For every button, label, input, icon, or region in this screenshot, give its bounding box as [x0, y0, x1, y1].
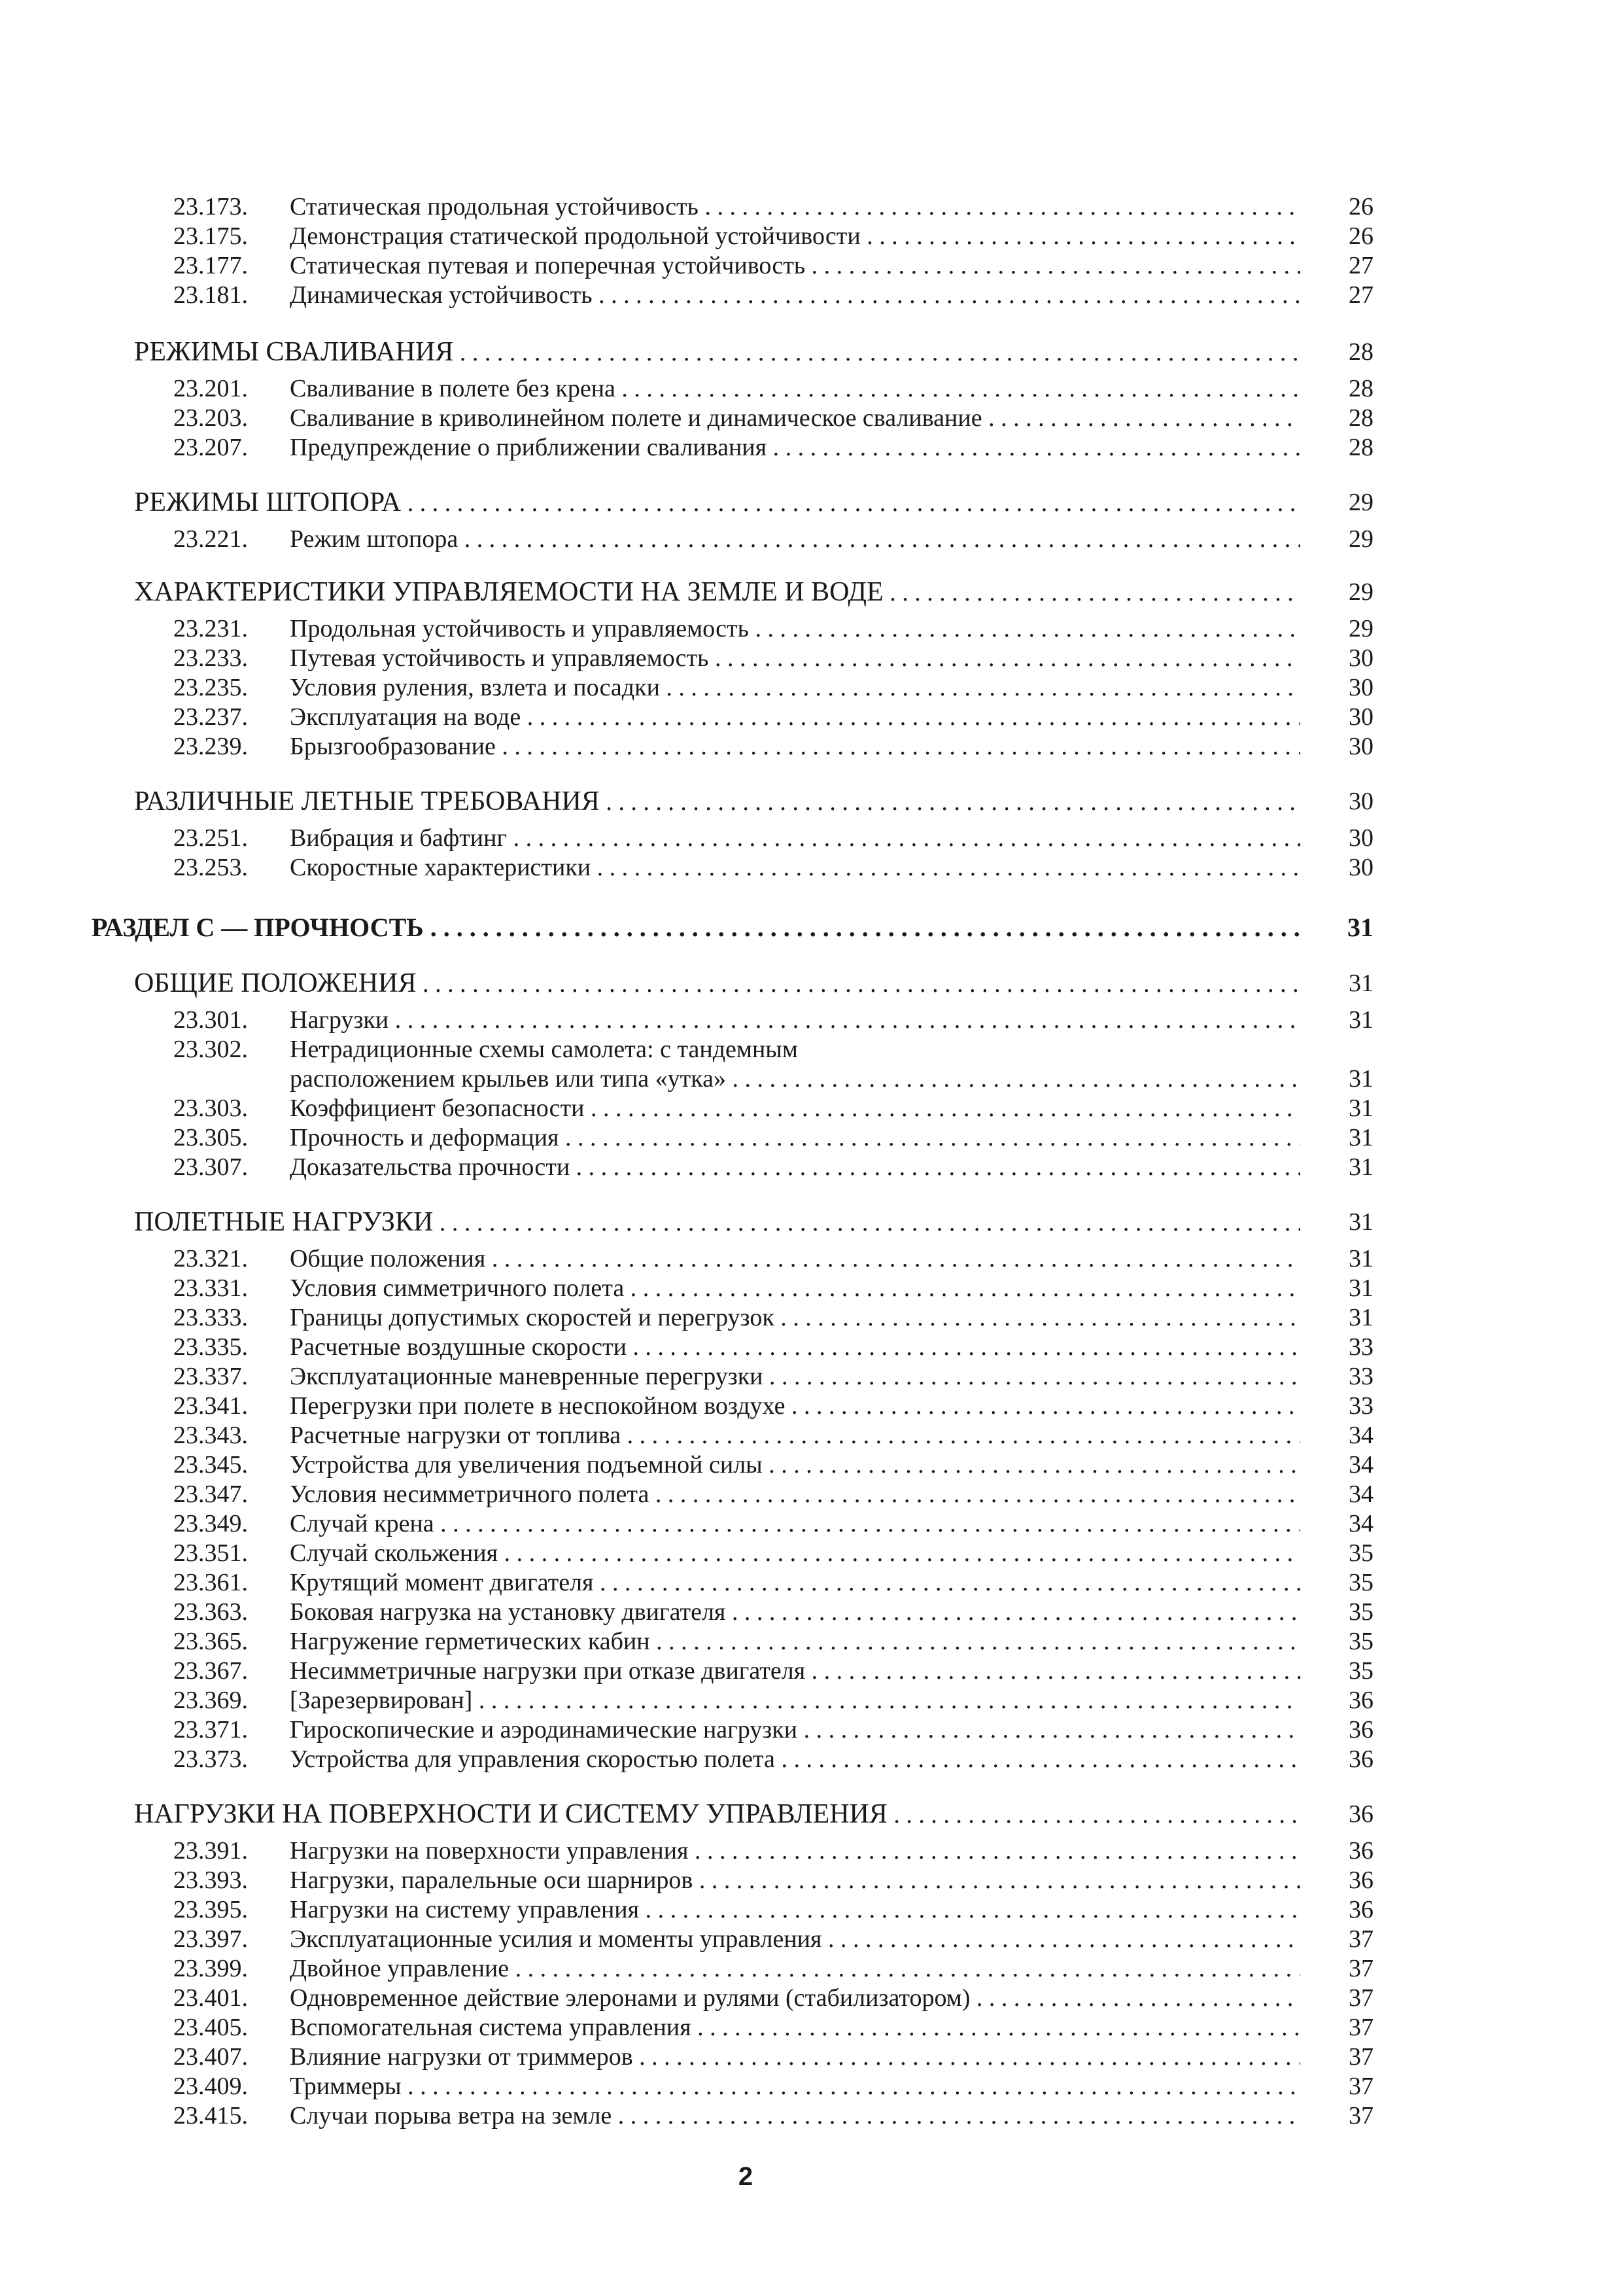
toc-page-number: 34	[1349, 1451, 1373, 1479]
toc-group-heading	[0, 1796, 1624, 1832]
toc-entry	[0, 1743, 1624, 1775]
toc-page-number: 34	[1349, 1480, 1373, 1508]
toc-entry-title: Нагружение герметических кабин . . .	[290, 1626, 1300, 1657]
toc-entry	[0, 1151, 1624, 1183]
toc-entry	[0, 1953, 1624, 1984]
toc-entry	[0, 1626, 1624, 1657]
toc-entry-title: Эксплуатация на воде . . .	[290, 701, 1300, 733]
toc-page-number: 33	[1349, 1333, 1373, 1361]
toc-entry-title: Нагрузки на систему управления . . .	[290, 1894, 1300, 1925]
toc-page-number: 35	[1349, 1539, 1373, 1567]
toc-entry	[0, 1865, 1624, 1896]
toc-page-number: 26	[1349, 193, 1373, 220]
toc-page-number: 31	[1349, 1274, 1373, 1302]
toc-entry	[0, 1449, 1624, 1480]
toc-entry-title: Режим штопора . . .	[290, 523, 1300, 555]
toc-entry-number: 23.231.	[173, 615, 248, 642]
toc-page-number: 34	[1349, 1422, 1373, 1449]
toc-entry-number: 23.371.	[173, 1716, 248, 1743]
toc-entry-title: Расчетные нагрузки от топлива . . .	[290, 1420, 1300, 1451]
toc-entry-number: 23.301.	[173, 1006, 248, 1034]
toc-entry-number: 23.341.	[173, 1392, 248, 1420]
toc-entry-title: [Зарезервирован] . . .	[290, 1685, 1300, 1716]
toc-entry-title: Нагрузки . . .	[290, 1004, 1300, 1036]
toc-page-number: 31	[1349, 1304, 1373, 1331]
toc-entry	[0, 1567, 1624, 1598]
toc-entry-number: 23.333.	[173, 1304, 248, 1331]
toc-entry-title: Продольная устойчивость и управляемость . . .	[290, 613, 1300, 644]
toc-entry	[0, 402, 1624, 434]
toc-group-title: РАЗЛИЧНЫЕ ЛЕТНЫЕ ТРЕБОВАНИЯ . . .	[134, 783, 1300, 820]
toc-group-title: ПОЛЕТНЫЕ НАГРУЗКИ . . .	[134, 1204, 1300, 1240]
toc-entry	[0, 1420, 1624, 1451]
toc-entry-number: 23.305.	[173, 1124, 248, 1151]
toc-entry-number: 23.173.	[173, 193, 248, 220]
toc-entry	[0, 852, 1624, 883]
toc-entry	[0, 1004, 1624, 1036]
toc-page-number: 37	[1349, 2073, 1373, 2100]
toc-page-number: 30	[1349, 824, 1373, 852]
toc-page-number: 34	[1349, 1510, 1373, 1537]
toc-entry-number: 23.239.	[173, 733, 248, 760]
toc-page-number: 28	[1349, 404, 1373, 432]
toc-entry-title: Перегрузки при полете в неспокойном воздухе . . .	[290, 1390, 1300, 1422]
toc-page-number: 37	[1349, 2043, 1373, 2071]
toc-entry	[0, 1685, 1624, 1716]
toc-entry-title: Путевая устойчивость и управляемость . . .	[290, 642, 1300, 674]
toc-entry-title: Несимметричные нагрузки при отказе двигателя . . .	[290, 1655, 1300, 1687]
toc-entry	[0, 1063, 1624, 1095]
toc-entry-number: 23.369.	[173, 1687, 248, 1714]
toc-entry	[0, 701, 1624, 733]
toc-entry-title: Устройства для управления скоростью полета . . .	[290, 1743, 1300, 1775]
toc-page-number: 37	[1349, 1955, 1373, 1982]
toc-entry-number: 23.409.	[173, 2073, 248, 2100]
toc-entry-number: 23.363.	[173, 1598, 248, 1626]
toc-page-number: 30	[1349, 644, 1373, 672]
toc-page-number: 31	[1349, 970, 1373, 997]
toc-entry-number: 23.175.	[173, 222, 248, 250]
toc-entry-title: Условия руления, взлета и посадки . . .	[290, 672, 1300, 703]
toc-group-heading	[0, 965, 1624, 1002]
toc-entry-number: 23.207.	[173, 434, 248, 461]
toc-entry-number: 23.331.	[173, 1274, 248, 1302]
toc-entry-number: 23.405.	[173, 2014, 248, 2041]
toc-page-number: 31	[1349, 1124, 1373, 1151]
toc-entry-title: расположением крыльев или типа «утка» . . .	[290, 1063, 1300, 1095]
toc-entry-title: Коэффициент безопасности . . .	[290, 1093, 1300, 1124]
toc-page-number: 35	[1349, 1598, 1373, 1626]
toc-entry-number: 23.407.	[173, 2043, 248, 2071]
toc-page-number: 29	[1349, 489, 1373, 516]
toc-group-heading	[0, 1204, 1624, 1240]
toc-entry-title: Вспомогательная система управления . . .	[290, 2012, 1300, 2043]
toc-page-number: 28	[1349, 338, 1373, 366]
toc-page-number: 28	[1349, 434, 1373, 461]
toc-entry	[0, 250, 1624, 281]
toc-entry-number: 23.395.	[173, 1896, 248, 1923]
page-number: 2	[738, 2162, 753, 2191]
toc-entry	[0, 1655, 1624, 1687]
toc-entry	[0, 613, 1624, 644]
toc-entry-number: 23.349.	[173, 1510, 248, 1537]
toc-page-number: 31	[1349, 1006, 1373, 1034]
toc-entry	[0, 1302, 1624, 1333]
toc-page-number: 30	[1349, 703, 1373, 731]
toc-entry	[0, 1835, 1624, 1866]
toc-page-number: 26	[1349, 222, 1373, 250]
toc-entry-title: Случай крена . . .	[290, 1508, 1300, 1539]
toc-entry	[0, 1361, 1624, 1392]
toc-page-number: 33	[1349, 1363, 1373, 1390]
toc-entry	[0, 642, 1624, 674]
toc-page-number: 31	[1347, 913, 1373, 942]
toc-entry	[0, 191, 1624, 222]
toc-entry-number: 23.391.	[173, 1837, 248, 1865]
toc-entry-number: 23.335.	[173, 1333, 248, 1361]
toc-entry-number: 23.361.	[173, 1569, 248, 1596]
toc-group-title: РЕЖИМЫ ШТОПОРА . . .	[134, 484, 1300, 521]
toc-entry-title: Гироскопические и аэродинамические нагрузки . . .	[290, 1714, 1300, 1745]
toc-group-title: РЕЖИМЫ СВАЛИВАНИЯ . . .	[134, 334, 1300, 370]
toc-entry	[0, 1596, 1624, 1628]
toc-page-number: 27	[1349, 252, 1373, 279]
toc-entry	[0, 1479, 1624, 1510]
toc-page-number: 36	[1349, 1745, 1373, 1773]
toc-entry-number: 23.203.	[173, 404, 248, 432]
toc-group-title: НАГРУЗКИ НА ПОВЕРХНОСТИ И СИСТЕМУ УПРАВЛЕНИЯ . . .	[134, 1796, 1300, 1832]
toc-entry	[0, 1122, 1624, 1153]
toc-entry-title: Демонстрация статической продольной устойчивости . . .	[290, 220, 1300, 252]
toc-entry	[0, 731, 1624, 762]
toc-entry-number: 23.251.	[173, 824, 248, 852]
toc-entry	[0, 432, 1624, 463]
toc-entry-number: 23.181.	[173, 281, 248, 309]
toc-entry-number: 23.253.	[173, 854, 248, 881]
toc-entry	[0, 1982, 1624, 2014]
toc-page-number: 29	[1349, 615, 1373, 642]
toc-entry-title: Двойное управление . . .	[290, 1953, 1300, 1984]
toc-section-title: РАЗДЕЛ С — ПРОЧНОСТЬ . . .	[92, 909, 1300, 946]
toc-page-number: 37	[1349, 1925, 1373, 1953]
toc-entry-title: Условия несимметричного полета . . .	[290, 1479, 1300, 1510]
toc-entry	[0, 1390, 1624, 1422]
toc-page-number: 35	[1349, 1569, 1373, 1596]
toc-entry-number: 23.237.	[173, 703, 248, 731]
toc-entry-title: Вибрация и бафтинг . . .	[290, 822, 1300, 854]
toc-entry	[0, 822, 1624, 854]
toc-entry	[0, 373, 1624, 404]
toc-entry-title: Доказательства прочности . . .	[290, 1151, 1300, 1183]
toc-page-number: 37	[1349, 1984, 1373, 2012]
toc-entry-title: Условия симметричного полета . . .	[290, 1272, 1300, 1304]
toc-entry	[0, 1894, 1624, 1925]
toc-page-number: 36	[1349, 1800, 1373, 1828]
toc-entry	[0, 2071, 1624, 2102]
toc-page-number: 35	[1349, 1657, 1373, 1685]
toc-entry	[0, 1923, 1624, 1955]
toc-entry	[0, 1714, 1624, 1745]
toc-page-number: 35	[1349, 1628, 1373, 1655]
toc-entry-title: Крутящий момент двигателя . . .	[290, 1567, 1300, 1598]
toc-entry-title: Нагрузки, паралельные оси шарниров . . .	[290, 1865, 1300, 1896]
toc-entry-number: 23.177.	[173, 252, 248, 279]
toc-entry-title: Случаи порыва ветра на земле . . .	[290, 2100, 1300, 2131]
toc-page-number: 31	[1349, 1245, 1373, 1272]
toc-page-number: 36	[1349, 1716, 1373, 1743]
toc-section-heading	[0, 909, 1624, 946]
toc-page-number: 29	[1349, 578, 1373, 606]
toc-entry-number: 23.345.	[173, 1451, 248, 1479]
toc-page-number: 29	[1349, 525, 1373, 553]
toc-entry-title: Статическая путевая и поперечная устойчивость . . .	[290, 250, 1300, 281]
toc-group-title: ОБЩИЕ ПОЛОЖЕНИЯ . . .	[134, 965, 1300, 1002]
toc-entry-title: Статическая продольная устойчивость . . .	[290, 191, 1300, 222]
toc-entry-number: 23.233.	[173, 644, 248, 672]
toc-page-number: 36	[1349, 1866, 1373, 1894]
toc-entry	[0, 523, 1624, 555]
toc-entry-title: Расчетные воздушные скорости . . .	[290, 1331, 1300, 1363]
toc-entry-title: Эксплуатационные маневренные перегрузки . . .	[290, 1361, 1300, 1392]
toc-entry	[0, 1508, 1624, 1539]
toc-page-number: 31	[1349, 1065, 1373, 1093]
toc-entry	[0, 1034, 1624, 1065]
toc-page-number: 33	[1349, 1392, 1373, 1420]
toc-entry-title: Случай скольжения . . .	[290, 1537, 1300, 1569]
toc-entry-title: Одновременное действие элеронами и рулями (стабилизатором) . . .	[290, 1982, 1300, 2014]
toc-entry-title: Сваливание в полете без крена . . .	[290, 373, 1300, 404]
toc-entry-title: Границы допустимых скоростей и перегрузок . . .	[290, 1302, 1300, 1333]
toc-entry-number: 23.393.	[173, 1866, 248, 1894]
toc-page-number: 31	[1349, 1095, 1373, 1122]
toc-entry-number: 23.415.	[173, 2102, 248, 2129]
toc-entry	[0, 279, 1624, 311]
toc-entry-title: Брызгообразование . . .	[290, 731, 1300, 762]
toc-entry	[0, 1331, 1624, 1363]
toc-entry	[0, 2100, 1624, 2131]
toc-group-heading	[0, 334, 1624, 370]
toc-group-heading	[0, 484, 1624, 521]
toc-group-heading	[0, 574, 1624, 610]
toc-page-number: 27	[1349, 281, 1373, 309]
toc-page-number: 36	[1349, 1896, 1373, 1923]
toc-entry-number: 23.343.	[173, 1422, 248, 1449]
toc-entry-number: 23.302.	[173, 1036, 248, 1063]
toc-page-number: 30	[1349, 733, 1373, 760]
toc-entry-title: Общие положения . . .	[290, 1243, 1300, 1274]
toc-entry-number: 23.235.	[173, 674, 248, 701]
toc-entry-title: Сваливание в криволинейном полете и динамическое сваливание . . .	[290, 402, 1300, 434]
toc-page-number: 28	[1349, 375, 1373, 402]
toc-entry-number: 23.201.	[173, 375, 248, 402]
toc-entry-number: 23.337.	[173, 1363, 248, 1390]
toc-entry	[0, 1243, 1624, 1274]
toc-page-number: 31	[1349, 1208, 1373, 1236]
toc-entry-title: Боковая нагрузка на установку двигателя . . .	[290, 1596, 1300, 1628]
toc-entry-number: 23.397.	[173, 1925, 248, 1953]
toc-entry-number: 23.401.	[173, 1984, 248, 2012]
toc-entry-title: Прочность и деформация . . .	[290, 1122, 1300, 1153]
toc-page-number: 30	[1349, 674, 1373, 701]
toc-entry	[0, 2012, 1624, 2043]
toc-entry-number: 23.351.	[173, 1539, 248, 1567]
toc-entry-number: 23.221.	[173, 525, 248, 553]
toc-entry	[0, 1093, 1624, 1124]
toc-entry-title: Скоростные характеристики . . .	[290, 852, 1300, 883]
toc-entry-title: Нагрузки на поверхности управления . . .	[290, 1835, 1300, 1866]
toc-entry-title: Нетрадиционные схемы самолета: с тандемным	[290, 1036, 798, 1063]
toc-entry-number: 23.307.	[173, 1153, 248, 1181]
toc-entry-number: 23.373.	[173, 1745, 248, 1773]
toc-entry-number: 23.321.	[173, 1245, 248, 1272]
toc-page-number: 30	[1349, 854, 1373, 881]
toc-entry-number: 23.303.	[173, 1095, 248, 1122]
toc-entry-title: Эксплуатационные усилия и моменты управления . . .	[290, 1923, 1300, 1955]
toc-page-number: 36	[1349, 1687, 1373, 1714]
toc-page-number: 31	[1349, 1153, 1373, 1181]
toc-entry-title: Предупреждение о приближении сваливания . . .	[290, 432, 1300, 463]
toc-entry	[0, 1272, 1624, 1304]
toc-entry-title: Динамическая устойчивость . . .	[290, 279, 1300, 311]
toc-entry	[0, 220, 1624, 252]
toc-entry	[0, 2041, 1624, 2073]
toc-entry-title: Влияние нагрузки от триммеров . . .	[290, 2041, 1300, 2073]
toc-entry-number: 23.399.	[173, 1955, 248, 1982]
toc-entry-number: 23.347.	[173, 1480, 248, 1508]
toc-entry-number: 23.365.	[173, 1628, 248, 1655]
toc-page-number: 37	[1349, 2102, 1373, 2129]
toc-entry-title: Устройства для увеличения подъемной силы . . .	[290, 1449, 1300, 1480]
toc-entry	[0, 1537, 1624, 1569]
toc-entry	[0, 672, 1624, 703]
toc-entry-number: 23.367.	[173, 1657, 248, 1685]
toc-group-title: ХАРАКТЕРИСТИКИ УПРАВЛЯЕМОСТИ НА ЗЕМЛЕ И ВОДЕ . . .	[134, 574, 1300, 610]
toc-page-number: 30	[1349, 788, 1373, 815]
toc-entry-title: Триммеры . . .	[290, 2071, 1300, 2102]
toc-page-number: 37	[1349, 2014, 1373, 2041]
toc-group-heading	[0, 783, 1624, 820]
toc-page-number: 36	[1349, 1837, 1373, 1865]
